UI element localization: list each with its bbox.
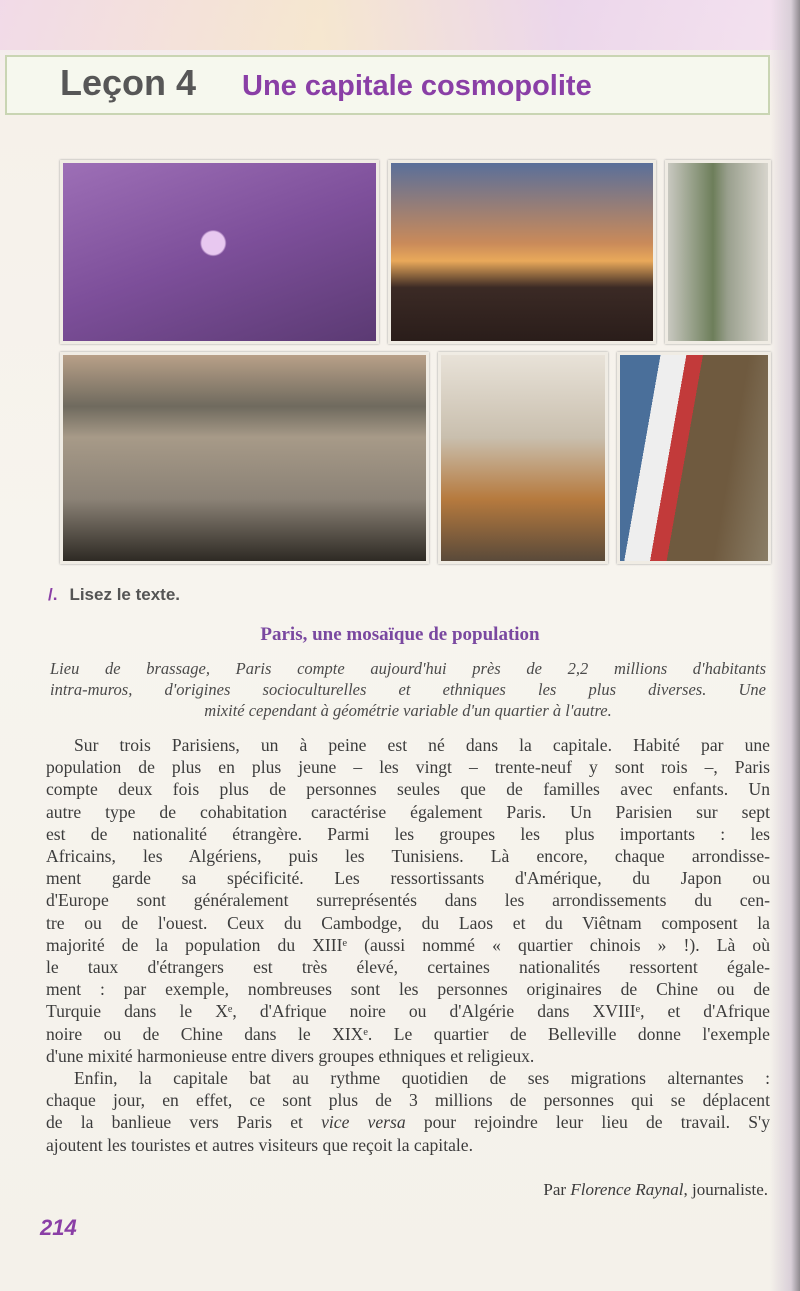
page-top-edge bbox=[0, 0, 800, 50]
signature-suffix: , journaliste. bbox=[683, 1180, 768, 1199]
photo-seine-guitarist bbox=[60, 352, 429, 564]
body-line: tre ou de l'ouest. Ceux du Cambodge, du Laos et du Viêtnam composent la bbox=[46, 912, 770, 933]
photo-painter-arc bbox=[438, 352, 608, 564]
body-line: compte deux fois plus de personnes seules que de familles avec enfants. Un bbox=[46, 779, 770, 800]
body-line: ment garde sa spécificité. Les ressortissants d'Amérique, du Japon ou bbox=[46, 868, 770, 889]
body-line: d'Europe sont généralement surreprésentés dans les arrondissements du cen- bbox=[46, 890, 770, 911]
article-title: Paris, une mosaïque de population bbox=[260, 624, 540, 645]
photo-boulevard bbox=[665, 160, 771, 344]
page-number: 214 bbox=[40, 1215, 77, 1240]
body-line: le taux d'étrangers est très élevé, certaines nationalités ressortent égale- bbox=[46, 957, 770, 978]
task-instruction bbox=[48, 585, 180, 605]
body-line: est de nationalité étrangère. Parmi les groupes les plus importants : les bbox=[46, 823, 770, 844]
body-line: autre type de cohabitation caractérise également Paris. Un Parisien sur sept bbox=[46, 801, 770, 822]
intro-line: intra-muros, d'origines socioculturelles et ethniques les plus diverses. Une bbox=[50, 680, 766, 699]
body-line: ment : par exemple, nombreuses sont les personnes originaires de Chine ou de bbox=[46, 979, 770, 1000]
signature-prefix: Par bbox=[543, 1180, 567, 1199]
body-line: population de plus en plus jeune – les vingt – trente-neuf y sont rois –, Paris bbox=[46, 757, 770, 778]
body-line: Enfin, la capitale bat au rythme quotidien de ses migrations alternantes : bbox=[74, 1068, 770, 1089]
photo-french-flag-bicycle bbox=[617, 352, 771, 564]
article-body bbox=[46, 734, 770, 1156]
body-line: majorité de la population du XIIIᵉ (aussi nommé « quartier chinois » !). Là où bbox=[46, 934, 770, 955]
body-line: chaque jour, en effet, ce sont plus de 3 millions de personnes qui se déplacent bbox=[46, 1090, 770, 1111]
body-line: d'une mixité harmonieuse entre divers groupes ethniques et religieux. bbox=[46, 1045, 535, 1066]
photo-gargoyle-sunset bbox=[388, 160, 656, 344]
photo-arc-de-triomphe-aerial bbox=[60, 160, 379, 344]
lesson-title: Une capitale cosmopolite bbox=[242, 70, 592, 102]
body-line: Turquie dans le Xᵉ, d'Afrique noire ou d'Algérie dans XVIIIᵉ, et d'Afrique bbox=[46, 1001, 770, 1022]
article-signature bbox=[543, 1180, 768, 1200]
article-intro bbox=[50, 658, 766, 721]
lesson-number: Leçon 4 bbox=[60, 62, 197, 103]
author-name: Florence Raynal bbox=[570, 1180, 684, 1199]
intro-line: mixité cependant à géométrie variable d'un quartier à l'autre. bbox=[204, 701, 612, 720]
task-text: Lisez le texte. bbox=[69, 585, 181, 604]
body-line: de la banlieue vers Paris et vice versa pour rejoindre leur lieu de travail. S'y bbox=[46, 1112, 770, 1133]
body-line: Sur trois Parisiens, un à peine est né dans la capitale. Habité par une bbox=[74, 735, 770, 755]
body-line: noire ou de Chine dans le XIXᵉ. Le quartier de Belleville donne l'exemple bbox=[46, 1023, 770, 1044]
task-number: /. bbox=[48, 585, 58, 604]
page-binding-shadow bbox=[770, 0, 800, 1291]
body-line: Africains, les Algériens, puis les Tunisiens. Là encore, chaque arrondisse- bbox=[46, 846, 770, 867]
intro-line: Lieu de brassage, Paris compte aujourd'hui près de 2,2 millions d'habitants bbox=[50, 659, 766, 678]
body-line: ajoutent les touristes et autres visiteurs que reçoit la capitale. bbox=[46, 1134, 473, 1155]
